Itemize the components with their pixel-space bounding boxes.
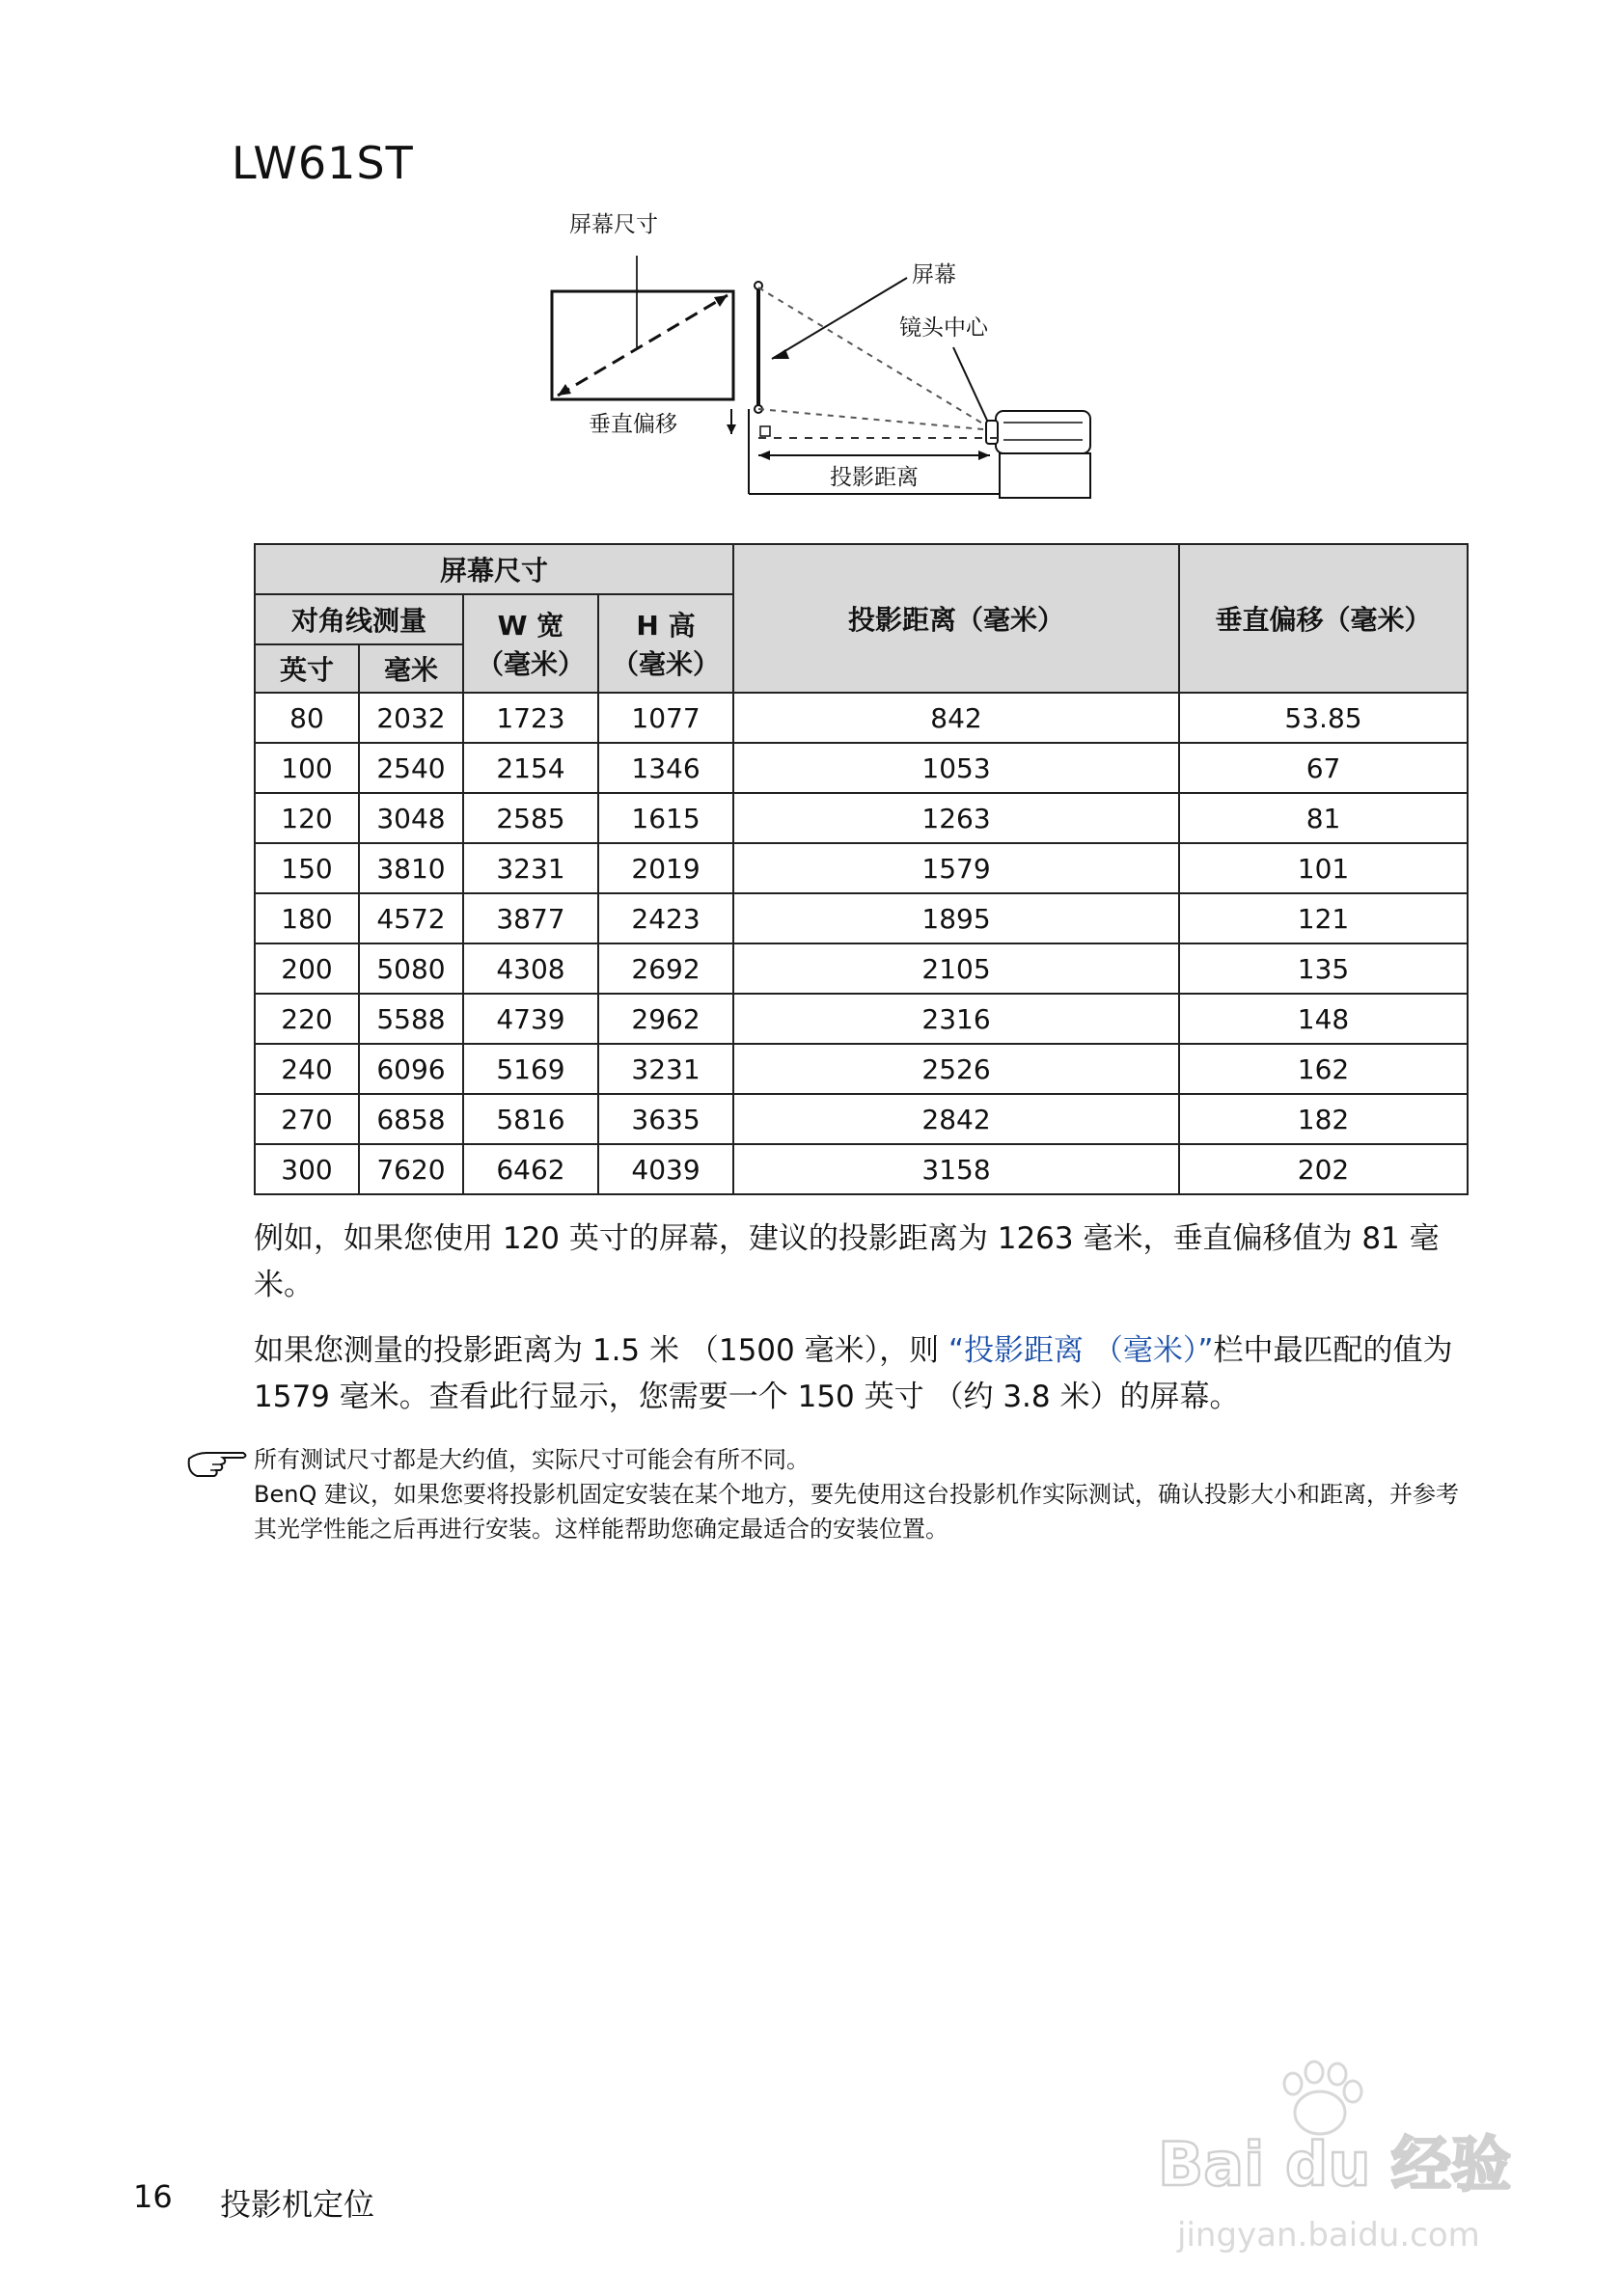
right-angle-mark: [760, 426, 770, 436]
cell: 3158: [733, 1144, 1179, 1194]
cell: 1263: [733, 793, 1179, 843]
cell: 1723: [463, 693, 598, 743]
table-row: [255, 693, 1468, 743]
cell: 1053: [733, 743, 1179, 793]
projection-diagram: [521, 203, 1119, 502]
cell: 300: [255, 1144, 359, 1194]
cell: 2105: [733, 943, 1179, 994]
cell: 1346: [598, 743, 733, 793]
cell: 200: [255, 943, 359, 994]
diagonal-line: [558, 295, 728, 396]
example-paragraph: 例如，如果您使用 120 英寸的屏幕，建议的投影距离为 1263 毫米，垂直偏移值为 81 毫米。: [254, 1221, 1440, 1302]
note-benq-advice: BenQ 建议，如果您要将投影机固定安装在某个地方，要先使用这台投影机作实际测试，确认投影大小和距离，并参考其光学性能之后再进行安装。这样能帮助您确定最适合的安装位置。: [254, 1481, 1459, 1543]
projector-body: [996, 411, 1090, 453]
cell: 6096: [359, 1044, 463, 1094]
cell: 101: [1179, 843, 1468, 893]
cell: 148: [1179, 994, 1468, 1044]
screen-leader: [772, 278, 907, 359]
cell: 121: [1179, 893, 1468, 943]
note-approximate: 所有测试尺寸都是大约值，实际尺寸可能会有所不同。: [254, 1446, 810, 1473]
cell: 6462: [463, 1144, 598, 1194]
table-row: [255, 943, 1468, 994]
cell: 120: [255, 793, 359, 843]
match-paragraph: [254, 1327, 1470, 1420]
cell: 81: [1179, 793, 1468, 843]
cell: 182: [1179, 1094, 1468, 1144]
cell: 3877: [463, 893, 598, 943]
th-inch: 英寸: [255, 644, 359, 693]
lens-leader: [953, 347, 989, 424]
paw-icon: [1284, 2062, 1361, 2134]
cell: 270: [255, 1094, 359, 1144]
table-row: [255, 1044, 1468, 1094]
th-height: [598, 594, 733, 693]
cell: 3635: [598, 1094, 733, 1144]
table-row: [255, 843, 1468, 893]
cell: 2019: [598, 843, 733, 893]
table-row: [255, 793, 1468, 843]
cell: 162: [1179, 1044, 1468, 1094]
cell: 180: [255, 893, 359, 943]
pointing-hand-icon: [185, 1447, 249, 1482]
cell: 4739: [463, 994, 598, 1044]
th-height-unit: （毫米）: [612, 648, 721, 680]
th-screen-size: 屏幕尺寸: [255, 544, 733, 594]
th-width: [463, 594, 598, 693]
cell: 3810: [359, 843, 463, 893]
th-offset: 垂直偏移（毫米）: [1179, 544, 1468, 693]
cell: 842: [733, 693, 1179, 743]
arrow-head-up: [714, 295, 728, 307]
notes-block: [254, 1442, 1470, 1546]
cell: 2526: [733, 1044, 1179, 1094]
projection-lower-ray: [758, 409, 994, 430]
cell: 1895: [733, 893, 1179, 943]
cell: 2585: [463, 793, 598, 843]
label-vertical-offset: 垂直偏移: [589, 412, 677, 437]
table-row: [255, 893, 1468, 943]
section-title: 投影机定位: [220, 2186, 375, 2223]
distance-arrow-right: [978, 451, 990, 460]
cell: 150: [255, 843, 359, 893]
cell: 1077: [598, 693, 733, 743]
offset-arrow-head: [727, 424, 736, 434]
table-row: [255, 994, 1468, 1044]
cell: 220: [255, 994, 359, 1044]
cell: 2540: [359, 743, 463, 793]
th-diagonal: 对角线测量: [255, 594, 463, 644]
cell: 5588: [359, 994, 463, 1044]
cell: 2316: [733, 994, 1179, 1044]
cell: 1579: [733, 843, 1179, 893]
cell: 4039: [598, 1144, 733, 1194]
cell: 5169: [463, 1044, 598, 1094]
label-projection-distance: 投影距离: [830, 465, 919, 490]
cell: 2842: [733, 1094, 1179, 1144]
th-width-unit: （毫米）: [476, 648, 585, 680]
th-mm: 毫米: [359, 644, 463, 693]
cell: 53.85: [1179, 693, 1468, 743]
match-text-b: 栏中最匹配的值为 1579 毫米。查看此行显示，您需要一个 150 英寸 （约 3.8 米）的屏幕。: [254, 1333, 1453, 1414]
projector-lens: [986, 421, 998, 444]
th-width-label: W 宽: [497, 610, 564, 642]
label-lens-center: 镜头中心: [899, 315, 988, 341]
cell: 4572: [359, 893, 463, 943]
watermark-brand: Bai du 经验: [1158, 2129, 1512, 2200]
table-row: [255, 1094, 1468, 1144]
table-row: [255, 1144, 1468, 1194]
cell: 2154: [463, 743, 598, 793]
cell: 2032: [359, 693, 463, 743]
cell: 7620: [359, 1144, 463, 1194]
cell: 2423: [598, 893, 733, 943]
baidu-watermark: [1148, 2055, 1544, 2267]
cell: 4308: [463, 943, 598, 994]
th-distance: 投影距离（毫米）: [733, 544, 1179, 693]
match-text-a: 如果您测量的投影距离为 1.5 米 （1500 毫米），则: [254, 1333, 948, 1368]
table-row: [255, 743, 1468, 793]
cell: 2692: [598, 943, 733, 994]
projection-table: [254, 543, 1469, 1195]
cell: 3231: [463, 843, 598, 893]
page-number: 16: [133, 2178, 173, 2215]
label-screen-size: 屏幕尺寸: [569, 212, 658, 237]
cell: 3048: [359, 793, 463, 843]
cell: 5080: [359, 943, 463, 994]
projector-stand: [1000, 453, 1090, 498]
cell: 80: [255, 693, 359, 743]
cell: 5816: [463, 1094, 598, 1144]
cell: 1615: [598, 793, 733, 843]
cell: 135: [1179, 943, 1468, 994]
label-screen: 屏幕: [912, 262, 956, 287]
model-title: LW61ST: [232, 137, 414, 189]
cell: 6858: [359, 1094, 463, 1144]
distance-column-link[interactable]: “投影距离 （毫米）”: [948, 1333, 1214, 1368]
cell: 100: [255, 743, 359, 793]
cell: 240: [255, 1044, 359, 1094]
distance-arrow-left: [758, 451, 770, 460]
cell: 202: [1179, 1144, 1468, 1194]
th-height-label: H 高: [636, 610, 696, 642]
watermark-url: jingyan.baidu.com: [1177, 2216, 1480, 2255]
cell: 3231: [598, 1044, 733, 1094]
cell: 67: [1179, 743, 1468, 793]
cell: 2962: [598, 994, 733, 1044]
